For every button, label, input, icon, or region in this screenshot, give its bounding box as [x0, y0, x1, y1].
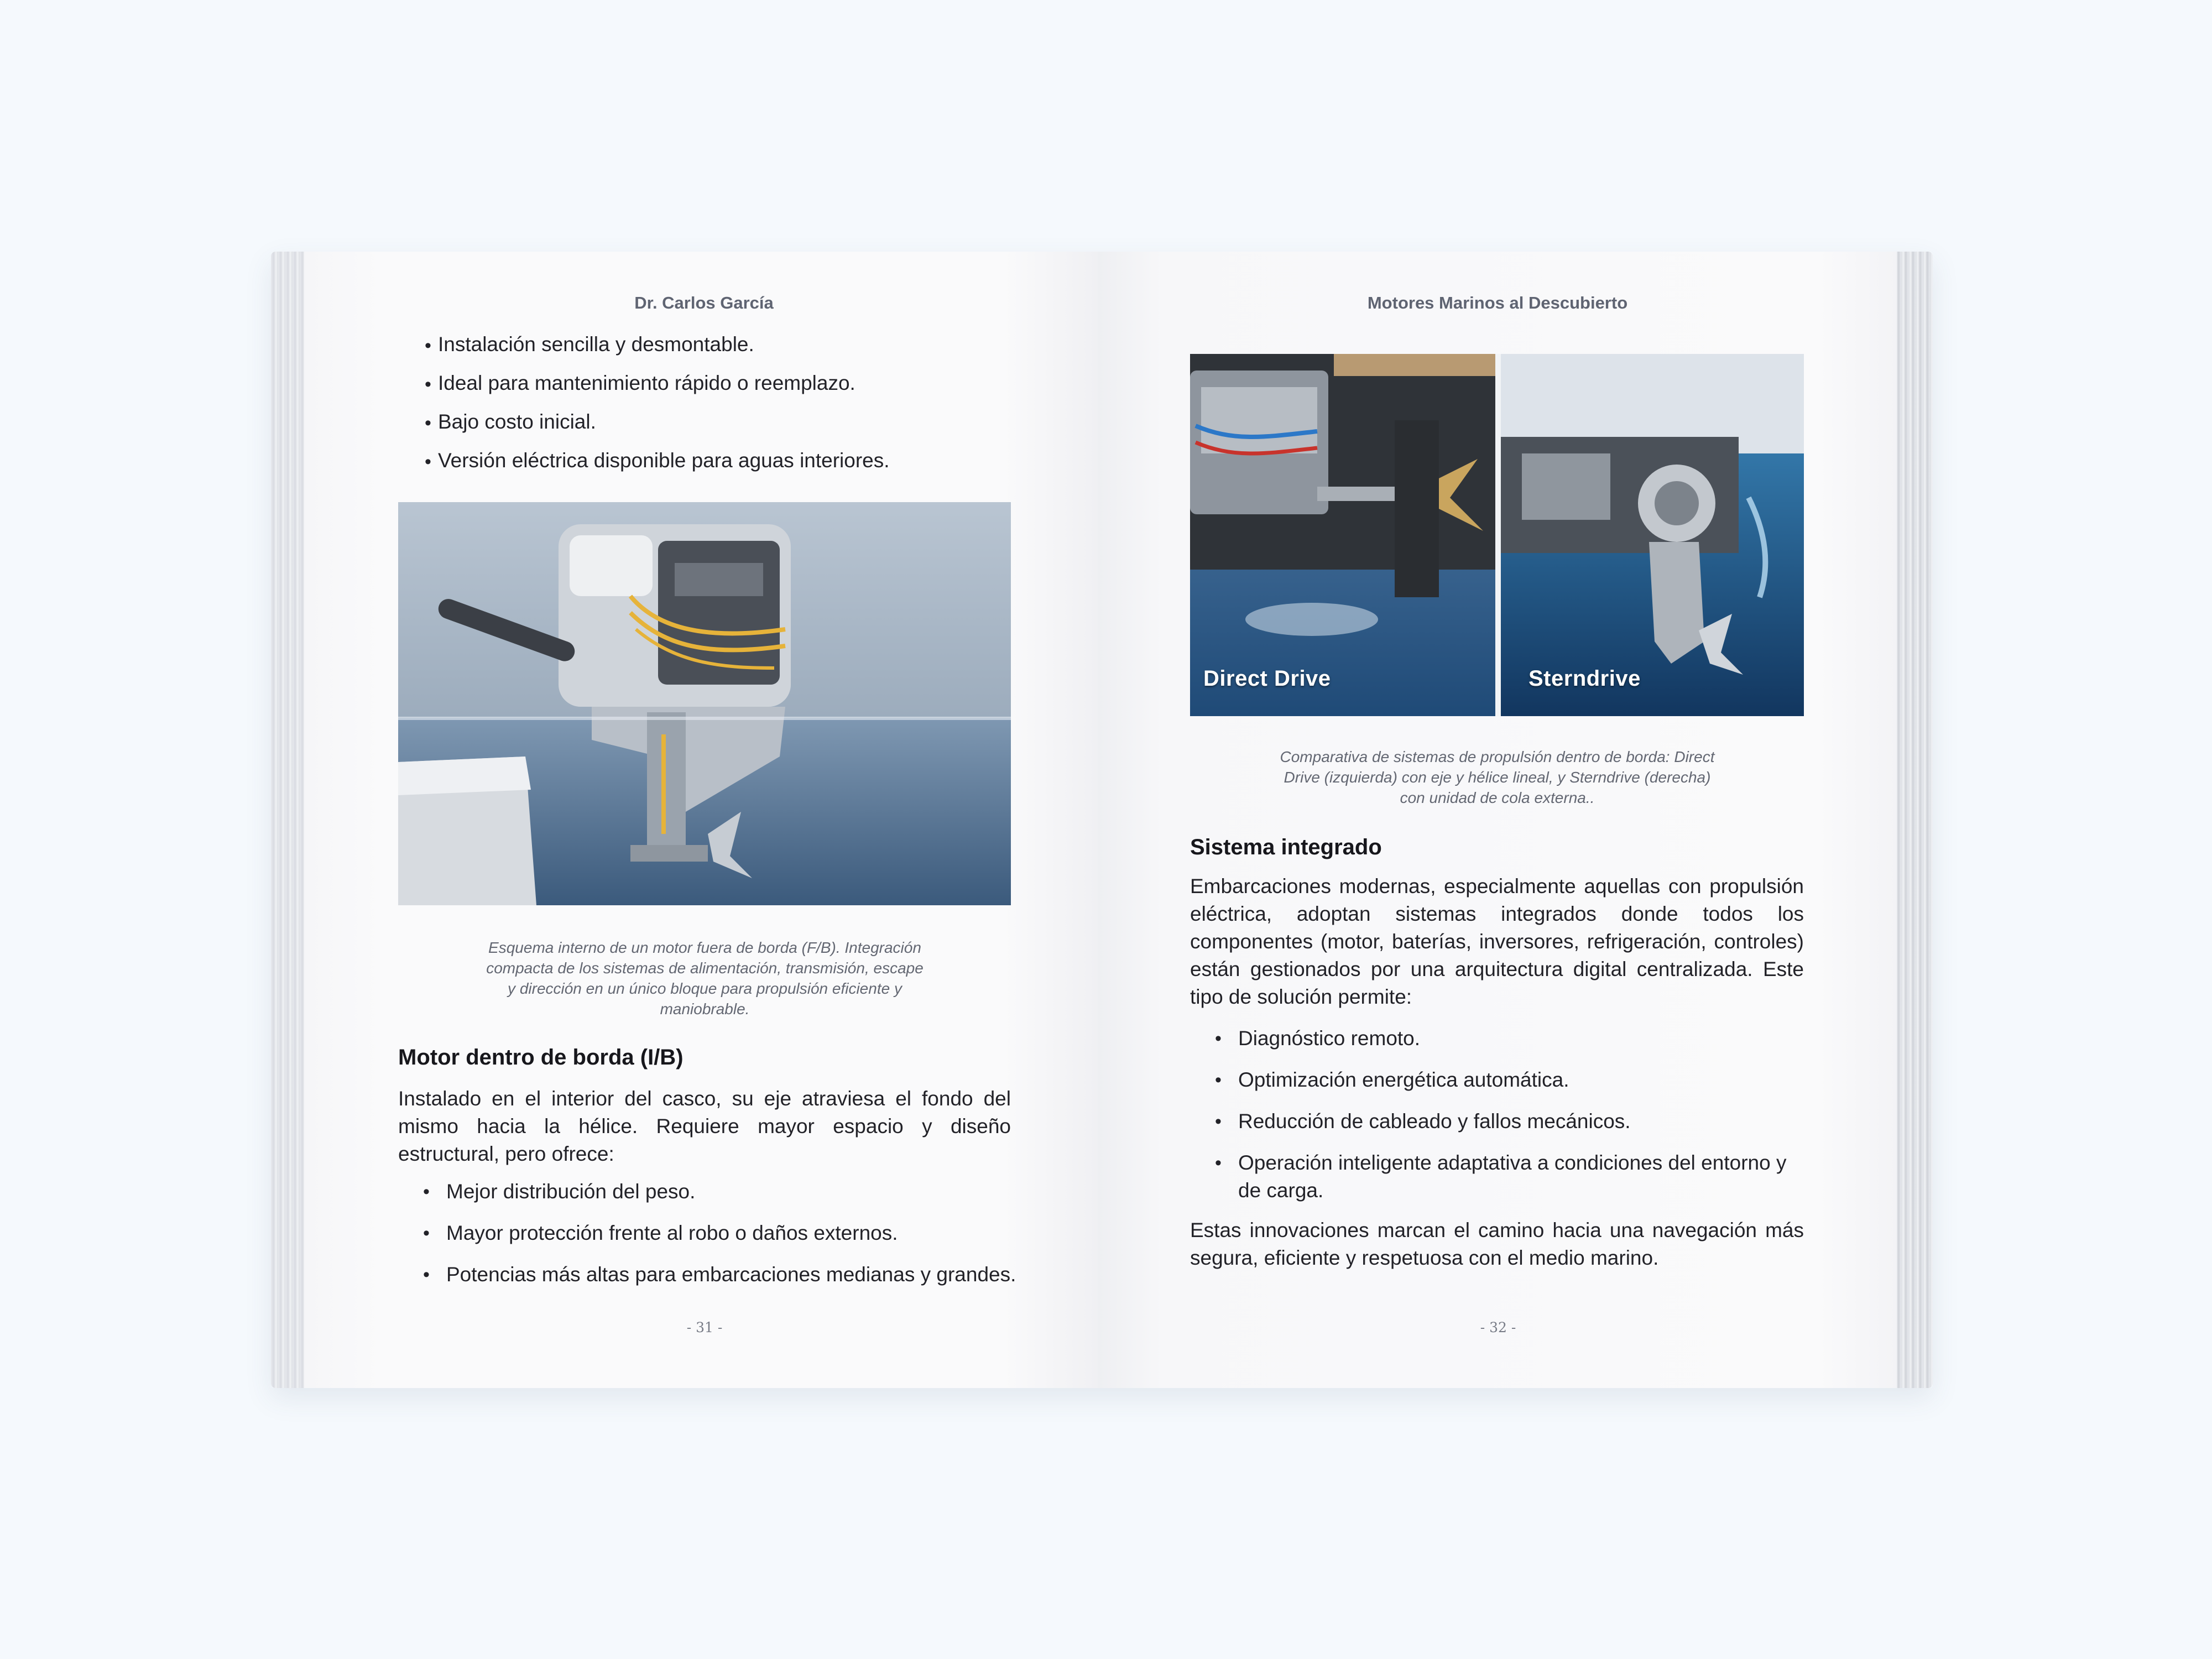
page-edges-right	[1894, 252, 1933, 1388]
bullet-list-top	[425, 331, 890, 486]
figure-label-direct-drive: Direct Drive	[1203, 666, 1331, 691]
outboard-engine-illustration	[398, 502, 1011, 905]
section-heading-left: Motor dentro de borda (I/B)	[398, 1045, 684, 1070]
list-item: • Optimización energética automática.	[1212, 1066, 1804, 1094]
list-item: • Operación inteligente adaptativa a condiciones del entorno y de carga.	[1212, 1149, 1804, 1204]
propulsion-comparison-illustration	[1190, 354, 1804, 716]
running-header-right: Motores Marinos al Descubierto	[1367, 293, 1628, 312]
paragraph-right: Embarcaciones modernas, especialmente aquellas con propulsión eléctrica, adoptan sistemas integrados donde todos los componentes (motor, baterías, inversores, refrigeración, controles) están gestionados por una arquitectura digital centralizada. Este tipo de solución permite:	[1190, 875, 1804, 1008]
figure-caption-right: Comparativa de sistemas de propulsión dentro de borda: Direct Drive (izquierda) con eje y hélice lineal, y Sterndrive (derecha) con unidad de cola externa..	[1280, 748, 1715, 806]
list-item: • Bajo costo inicial.	[425, 408, 890, 436]
figure-caption-left: Esquema interno de un motor fuera de borda (F/B). Integración compacta de los sistemas de alimentación, transmisión, escape y dirección en un único bloque para propulsión eficiente y maniobrable.	[486, 939, 924, 1018]
figure-label-sterndrive: Sterndrive	[1528, 666, 1641, 691]
outboard-engine-image	[398, 502, 1011, 905]
list-item: • Instalación sencilla y desmontable.	[425, 331, 890, 358]
list-item: • Reducción de cableado y fallos mecánicos.	[1212, 1108, 1804, 1135]
paragraph-left: Instalado en el interior del casco, su eje atraviesa el fondo del mismo hacia la hélice. Requiere mayor espacio y diseño estructural, pero ofrece:	[398, 1087, 1011, 1165]
list-item: • Mayor protección frente al robo o daños externos.	[420, 1219, 1022, 1247]
page-number-left: - 31 -	[686, 1319, 723, 1335]
list-item: • Ideal para mantenimiento rápido o reemplazo.	[425, 369, 890, 397]
list-item: • Diagnóstico remoto.	[1212, 1025, 1804, 1052]
bullet-list-right	[1212, 1025, 1804, 1218]
propulsion-comparison-image	[1190, 354, 1804, 716]
list-item: • Mejor distribución del peso.	[420, 1178, 1022, 1206]
list-item: • Potencias más altas para embarcaciones medianas y grandes.	[420, 1261, 1022, 1288]
list-item: • Versión eléctrica disponible para aguas interiores.	[425, 447, 890, 474]
section-heading-right: Sistema integrado	[1190, 835, 1382, 859]
page-number-right: - 32 -	[1480, 1319, 1516, 1335]
bullet-list-left	[420, 1178, 1022, 1302]
closing-paragraph-right: Estas innovaciones marcan el camino hacia una navegación más segura, eficiente y respetuosa con el medio marino.	[1190, 1219, 1804, 1269]
running-header-left: Dr. Carlos García	[634, 293, 774, 312]
